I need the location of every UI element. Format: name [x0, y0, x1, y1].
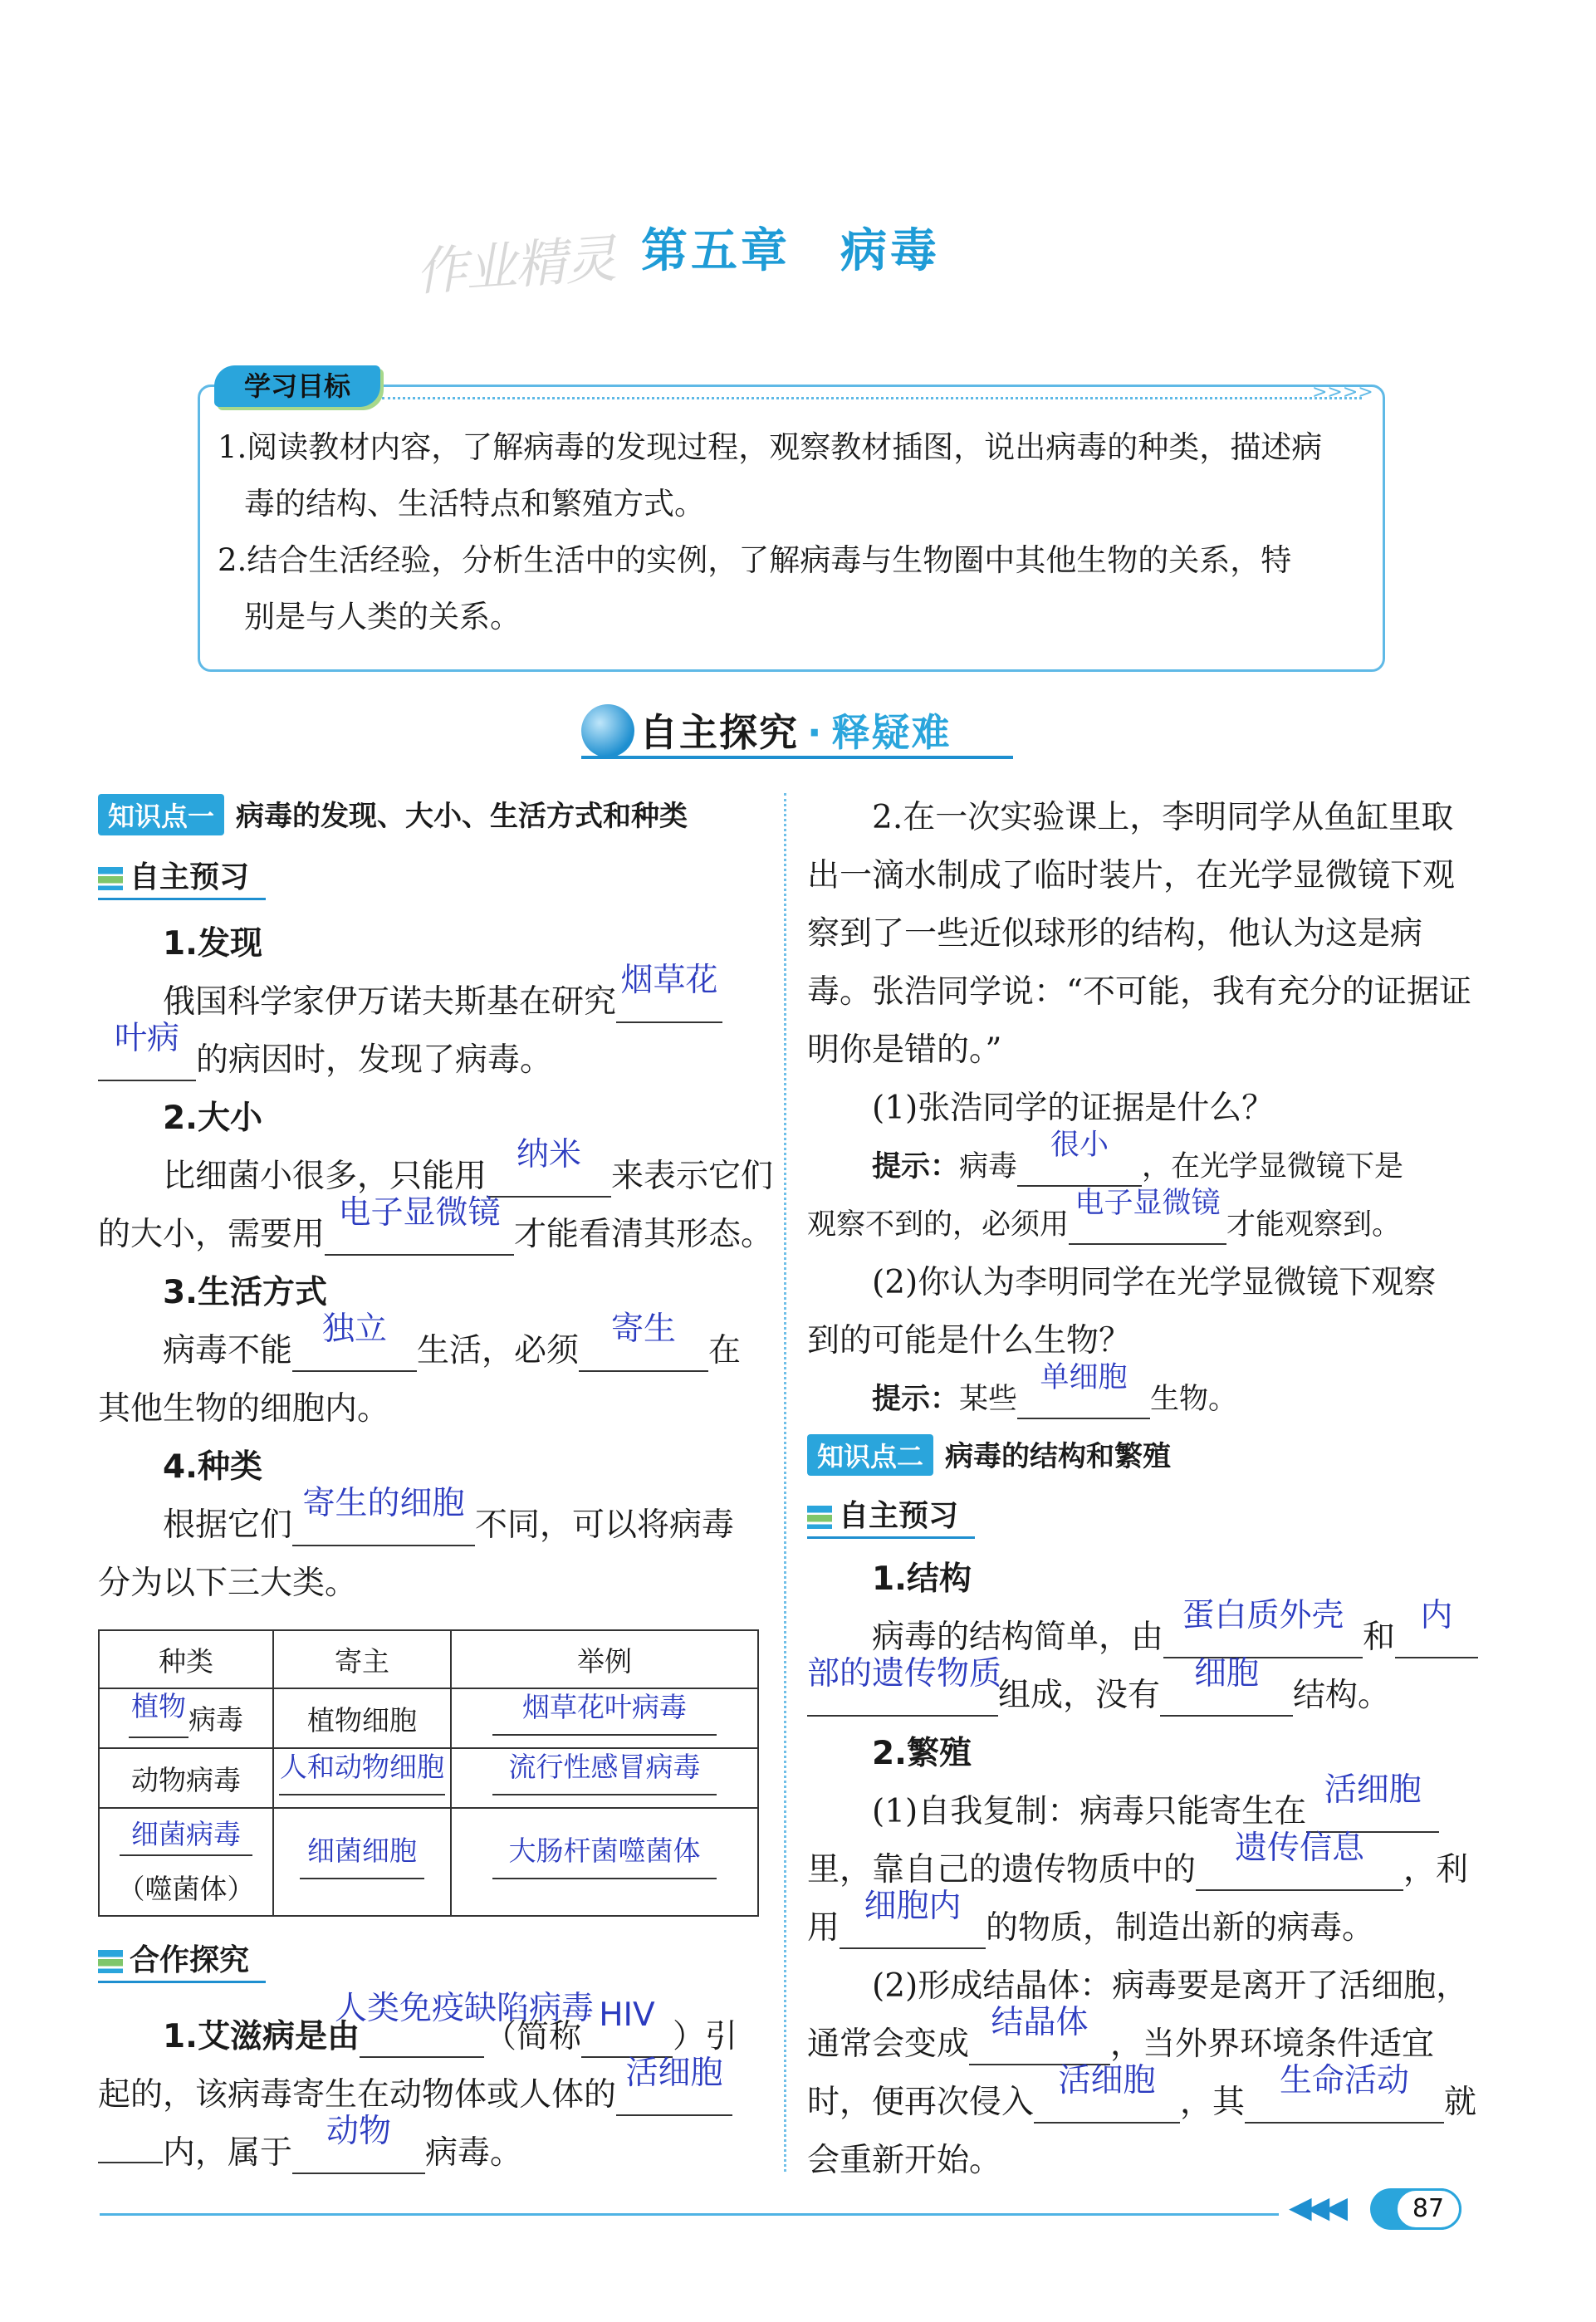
banner-main: 自主探究	[639, 710, 799, 755]
goals-dashed-line	[382, 397, 1362, 399]
s1-line2: 叶病的病因时，发现了病毒。	[98, 1031, 762, 1090]
kp2-title: 病毒的结构和繁殖	[945, 1440, 1172, 1473]
kp2-s2-head: 2.繁殖	[872, 1735, 972, 1772]
kp2-heading	[807, 1433, 1480, 1476]
book-stack-icon	[98, 867, 123, 890]
q1-line1: 1.艾滋病是由人类免疫缺陷病毒（简称HIV）引	[163, 2008, 762, 2066]
book-stack-icon	[98, 1950, 123, 1973]
s2-line2: 的大小，需要用电子显微镜才能看清其形态。	[98, 1206, 762, 1264]
answer-blank: 独立	[292, 1335, 417, 1372]
page-number: 87	[1395, 2188, 1461, 2230]
kp1-preview-heading	[98, 854, 762, 900]
kp2-s1-line1: 病毒的结构简单，由蛋白质外壳和内	[872, 1609, 1480, 1667]
q2-line1: 2.在一次实验课上，李明同学从鱼缸里取	[872, 799, 1454, 836]
learning-goals-tag: 学习目标	[214, 365, 380, 407]
book-stack-icon	[807, 1506, 832, 1529]
s4-head: 4.种类	[163, 1448, 262, 1486]
goal-line-3: 2.结合生活经验，分析生活中的实例，了解病毒与生物圈中其他生物的关系，特	[218, 542, 1292, 578]
table-header: 种类	[99, 1630, 273, 1688]
answer-blank: 寄生的细胞	[292, 1509, 475, 1546]
kp2-s2-line2: 里，靠自己的遗传物质中的遗传信息，利	[807, 1841, 1480, 1899]
kp2-s2-line6: 时，便再次侵入活细胞，其生命活动就	[807, 2074, 1480, 2132]
coop-heading	[98, 1937, 762, 1983]
banner-underline	[581, 756, 1013, 759]
left-column	[98, 793, 774, 2182]
s2-line1: 比细菌小很多，只能用纳米来表示它们	[163, 1148, 762, 1206]
goal-line-4: 别是与人类的关系。	[244, 599, 521, 634]
preview-label: 自主预习	[839, 1499, 959, 1533]
answer-blank: 烟草花	[616, 986, 722, 1023]
column-divider	[784, 793, 786, 2172]
s2-head: 2.大小	[163, 1100, 262, 1137]
q2-line4: 毒。张浩同学说：“不可能，我有充分的证据证	[807, 973, 1471, 1011]
kp2-s1-line2: 部的遗传物质组成，没有细胞结构。	[807, 1667, 1480, 1725]
q2-line3: 察到了一些近似球形的结构，他认为这是病	[807, 915, 1423, 953]
kp2-s2-line3: 用细胞内的物质，制造出新的病毒。	[807, 1899, 1480, 1957]
chapter-title: 第五章 病毒	[641, 224, 940, 278]
footer-arrows-icon: ◀◀◀	[1289, 2191, 1344, 2225]
answer-blank: 叶病	[98, 1044, 196, 1081]
goals-arrow-icon: >>>>	[1312, 382, 1373, 403]
footer-line	[100, 2213, 1279, 2216]
answer-blank: 纳米	[487, 1160, 611, 1198]
goal-line-2: 毒的结构、生活特点和繁殖方式。	[244, 486, 705, 522]
virus-kinds-table	[98, 1629, 759, 1917]
table-row: 动物病毒 人和动物细胞 流行性感冒病毒	[99, 1748, 758, 1808]
table-header: 举例	[451, 1630, 758, 1688]
preview-label: 自主预习	[130, 860, 250, 894]
s1-head: 1.发现	[163, 925, 262, 963]
page-number-badge	[1370, 2188, 1461, 2230]
watermark: 作业精灵	[414, 228, 617, 303]
kp1-title: 病毒的发现、大小、生活方式和种类	[236, 800, 688, 833]
kp2-s2-line7: 会重新开始。	[807, 2142, 1002, 2179]
table-header: 寄主	[273, 1630, 451, 1688]
s4-line2: 分为以下三大类。	[98, 1565, 358, 1602]
right-column	[807, 789, 1480, 2190]
kp2-s2-line5: 通常会变成结晶体，当外界环境条件适宜	[807, 2016, 1480, 2074]
q2-sub2b: 到的可能是什么生物？	[807, 1322, 1132, 1359]
globe-icon	[581, 704, 634, 757]
coop-label: 合作探究	[130, 1943, 250, 1977]
s1-line1: 俄国科学家伊万诺夫斯基在研究烟草花	[163, 973, 762, 1031]
q1-line3: 内，属于动物病毒。	[98, 2124, 762, 2182]
q2-line5: 明你是错的。”	[807, 1031, 1002, 1069]
kp2-s2-line1: (1)自我复制：病毒只能寄生在活细胞	[872, 1783, 1480, 1841]
hint2: 提示：某些单细胞生物。	[872, 1370, 1480, 1428]
q1-line2: 起的，该病毒寄生在动物体或人体的活细胞	[98, 2066, 762, 2124]
s3-line2: 其他生物的细胞内。	[98, 1390, 390, 1428]
s3-head: 3.生活方式	[163, 1274, 327, 1311]
answer-blank: 寄生	[579, 1335, 708, 1372]
table-row: 植物病毒 植物细胞 烟草花叶病毒	[99, 1688, 758, 1748]
kp1-tag: 知识点一	[98, 794, 224, 835]
banner-sub: 释疑难	[831, 710, 952, 755]
table-row: 细菌病毒 （噬菌体） 细菌细胞 大肠杆菌噬菌体	[99, 1808, 758, 1916]
kp2-tag: 知识点二	[807, 1434, 933, 1476]
answer-blank: 电子显微镜	[325, 1218, 514, 1256]
hint1-line1: 提示：病毒很小，在光学显微镜下是	[872, 1138, 1480, 1196]
kp2-s1-head: 1.结构	[872, 1560, 972, 1598]
kp2-s2-line4: (2)形成结晶体：病毒要是离开了活细胞，	[872, 1967, 1469, 2005]
kp1-heading	[98, 793, 762, 835]
s4-line1: 根据它们寄生的细胞不同，可以将病毒	[163, 1497, 762, 1555]
goal-line-1: 1.阅读教材内容，了解病毒的发现过程，观察教材插图，说出病毒的种类，描述病	[218, 429, 1323, 465]
q2-line2: 出一滴水制成了临时装片，在光学显微镜下观	[807, 857, 1456, 894]
q2-sub2a: (2)你认为李明同学在光学显微镜下观察	[872, 1264, 1437, 1301]
banner-dot: ·	[807, 710, 824, 755]
section-banner	[639, 703, 951, 757]
q2-sub1: (1)张浩同学的证据是什么？	[872, 1090, 1275, 1127]
kp2-preview-heading	[807, 1492, 1480, 1539]
s3-line1: 病毒不能独立生活，必须寄生在	[163, 1322, 762, 1380]
hint1-line2: 观察不到的，必须用电子显微镜才能观察到。	[807, 1196, 1480, 1254]
